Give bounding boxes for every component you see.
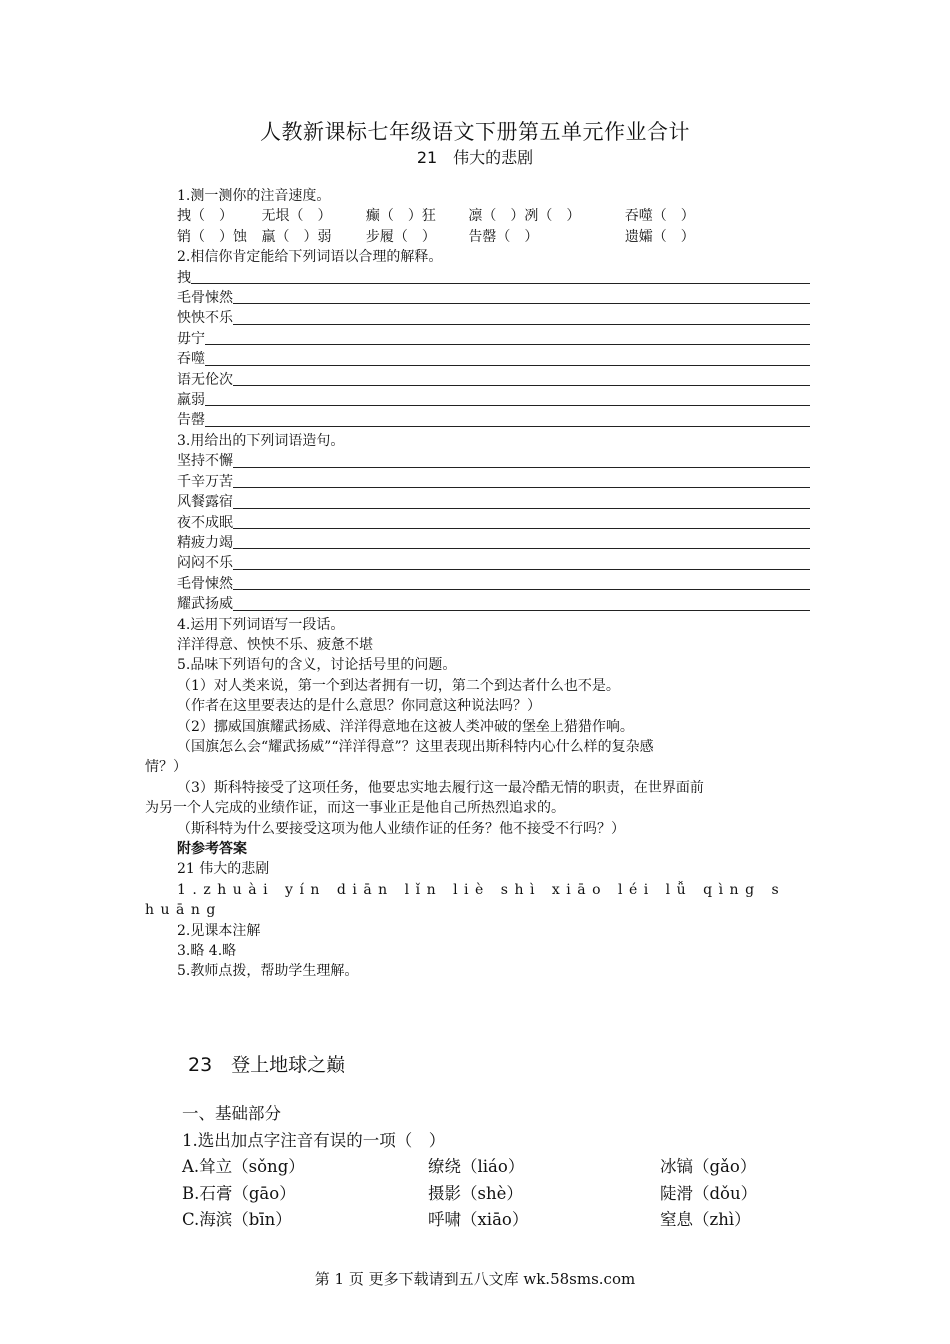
blank-line <box>145 492 810 512</box>
answer-blank[interactable] <box>233 533 810 549</box>
question-5-2-prompt-b: 情？） <box>145 759 187 776</box>
answer-blank[interactable] <box>233 288 810 304</box>
blank-line <box>145 370 810 390</box>
question-5-1-prompt: （作者在这里要表达的是什么意思？你同意这种说法吗？） <box>177 698 541 715</box>
question-5-2: （2）挪威国旗耀武扬威、洋洋得意地在这被人类冲破的堡垒上猎猎作响。 <box>177 718 634 735</box>
py-item: 凛（ ）冽（ ） <box>468 208 581 225</box>
answer-blank[interactable] <box>233 574 810 590</box>
blank-line <box>145 288 810 308</box>
word-label: 吞噬 <box>177 351 205 368</box>
pinyin-row-1 <box>145 206 810 226</box>
lesson-21-title: 21 伟大的悲剧 <box>416 148 534 167</box>
blank-line <box>145 451 810 471</box>
answer-blank[interactable] <box>205 349 810 365</box>
answer-blank[interactable] <box>205 329 810 345</box>
word-label: 告罄 <box>177 412 205 429</box>
blank-line <box>145 553 810 573</box>
part-heading: 一、基础部分 <box>182 1104 281 1123</box>
question-5-2-prompt-a: （国旗怎么会“耀武扬威”“洋洋得意”？这里表现出斯科特内心什么样的复杂感 <box>177 738 654 755</box>
question-1: 1.测一测你的注音速度。 <box>177 188 331 204</box>
option-row-b <box>182 1181 822 1208</box>
question-5-3-prompt: （斯科特为什么要接受这项为他人业绩作证的任务？他不接受不行吗？） <box>177 820 625 837</box>
answer-blank[interactable] <box>233 492 810 508</box>
word-label: 毛骨悚然 <box>177 575 233 592</box>
word-label: 夜不成眠 <box>177 514 233 531</box>
answer-blank[interactable] <box>233 308 810 324</box>
option-item: 缭绕（liáo） <box>428 1157 525 1176</box>
answer-1-line-2: huāng <box>145 902 222 919</box>
blank-line <box>145 574 810 594</box>
word-label: 风餐露宿 <box>177 494 233 511</box>
word-label: 拽 <box>177 269 191 286</box>
option-item: 冰镐（gǎo） <box>660 1157 757 1176</box>
py-item: 遗孀（ ） <box>624 228 695 245</box>
word-label: 语无伦次 <box>177 371 233 388</box>
py-item: 吞噬（ ） <box>624 208 695 225</box>
question-2: 2.相信你肯定能给下列词语以合理的解释。 <box>177 249 443 266</box>
py-item: 羸（ ）弱 <box>261 228 332 245</box>
option-row-c <box>182 1207 822 1234</box>
word-label: 羸弱 <box>177 392 205 409</box>
answer-3-4: 3.略 4.略 <box>177 943 237 960</box>
option-item: 窒息（zhì） <box>660 1210 751 1229</box>
py-item: 癫（ ）狂 <box>365 208 436 225</box>
answer-blank[interactable] <box>233 472 810 488</box>
pinyin-row-2 <box>145 227 810 247</box>
blank-line <box>145 308 810 328</box>
option-item: B.石膏（gāo） <box>182 1183 296 1203</box>
answer-blank[interactable] <box>233 370 810 386</box>
blank-line <box>145 472 810 492</box>
question-4: 4.运用下列词语写一段话。 <box>177 616 345 633</box>
py-item: 销（ ）蚀 <box>177 228 247 245</box>
answer-blank[interactable] <box>205 390 810 406</box>
lesson-23-title: 23 登上地球之巅 <box>188 1054 346 1076</box>
word-label: 闷闷不乐 <box>177 555 233 572</box>
answer-blank[interactable] <box>233 553 810 569</box>
question-4-words: 洋洋得意、怏怏不乐、疲惫不堪 <box>177 636 373 653</box>
answer-blank[interactable] <box>233 594 810 610</box>
blank-line <box>145 329 810 349</box>
option-item: A.耸立（sǒng） <box>182 1157 305 1176</box>
word-label: 毛骨悚然 <box>177 290 233 307</box>
document-title: 人教新课标七年级语文下册第五单元作业合计 <box>260 120 690 144</box>
word-label: 毋宁 <box>177 330 205 347</box>
answers-heading: 附参考答案 <box>177 841 247 857</box>
py-item: 拽（ ） <box>177 208 233 225</box>
word-label: 怏怏不乐 <box>177 310 233 327</box>
option-item: C.海滨（bīn） <box>182 1210 292 1229</box>
answer-blank[interactable] <box>191 268 810 284</box>
answer-5: 5.教师点拨，帮助学生理解。 <box>177 963 359 980</box>
py-item: 告罄（ ） <box>468 228 539 245</box>
option-item: 摄影（shè） <box>428 1183 523 1203</box>
answer-blank[interactable] <box>205 410 810 426</box>
py-item: 步履（ ） <box>365 228 436 245</box>
page-footer: 第 1 页 更多下载请到五八文库 wk.58sms.com <box>314 1270 636 1288</box>
question-1: 1.选出加点字注音有误的一项（ ） <box>182 1130 446 1150</box>
answer-2: 2.见课本注解 <box>177 922 261 939</box>
option-item: 陡滑（dǒu） <box>660 1183 758 1203</box>
answer-blank[interactable] <box>233 451 810 467</box>
question-5: 5.品味下列语句的含义，讨论括号里的问题。 <box>177 657 457 674</box>
lesson-23-exercises <box>182 1101 822 1234</box>
lesson-21-exercises <box>145 186 810 982</box>
word-label: 精疲力竭 <box>177 534 233 551</box>
answer-1-line-1: 1.zhuài yín diān lǐn liè shì xiāo léi lǚ qìng s <box>177 881 786 898</box>
question-5-1: （1）对人类来说，第一个到达者拥有一切，第二个到达者什么也不是。 <box>177 677 620 694</box>
py-item: 无垠（ ） <box>261 208 332 225</box>
word-label: 耀武扬威 <box>177 596 233 613</box>
word-label: 千辛万苦 <box>177 473 233 490</box>
blank-line <box>145 410 810 430</box>
blank-line <box>145 349 810 369</box>
blank-line <box>145 513 810 533</box>
blank-line <box>145 594 810 614</box>
blank-line <box>145 390 810 410</box>
question-5-3-a: （3）斯科特接受了这项任务，他要忠实地去履行这一最冷酷无情的职责，在世界面前 <box>177 779 704 796</box>
blank-line <box>145 533 810 553</box>
answer-blank[interactable] <box>233 513 810 529</box>
answers-lesson: 21 伟大的悲剧 <box>177 861 270 878</box>
option-item: 呼啸（xiāo） <box>428 1210 529 1229</box>
blank-line <box>145 268 810 288</box>
question-3: 3.用给出的下列词语造句。 <box>177 432 345 449</box>
word-label: 坚持不懈 <box>177 453 233 470</box>
question-5-3-b: 为另一个人完成的业绩作证，而这一事业正是他自己所热烈追求的。 <box>145 800 565 817</box>
option-row-a <box>182 1154 822 1181</box>
